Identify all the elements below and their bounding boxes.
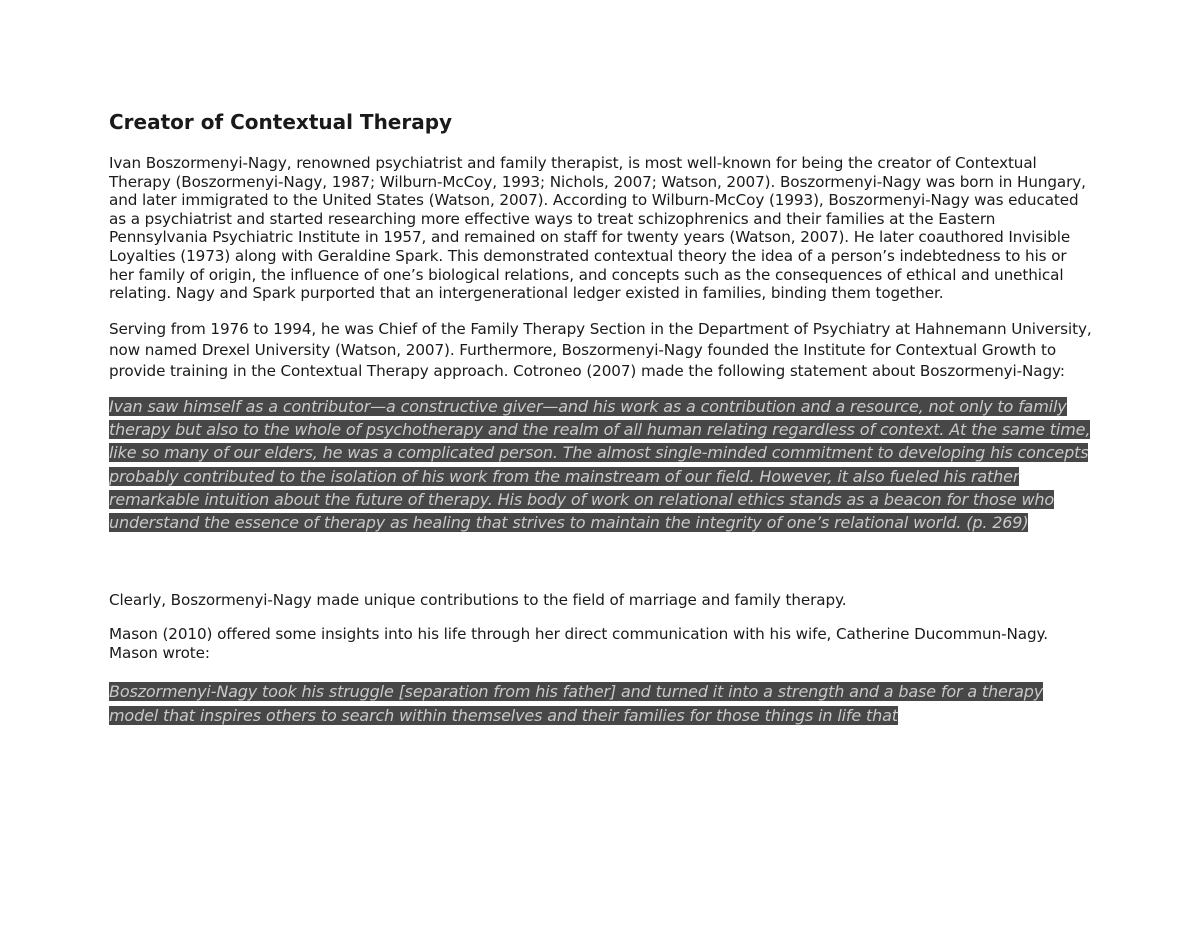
paragraph-mason: Mason (2010) offered some insights into his life through her direct communication with his wife, Catherine Ducommun-Nagy. Mason wrote: <box>109 625 1048 662</box>
spacer <box>109 535 1094 591</box>
paragraph-contributions: Clearly, Boszormenyi-Nagy made unique contributions to the field of marriage and family therapy. <box>109 590 847 609</box>
highlighted-quote-text[interactable]: Boszormenyi-Nagy took his struggle [separation from his father] and turned it into a strength and a base for a therapy model that inspires others to search within themselves and their families for those things in life that <box>109 682 1044 725</box>
block-quote-mason <box>109 680 1094 727</box>
paragraph-career: Serving from 1976 to 1994, he was Chief of the Family Therapy Section in the Department of Psychiatry at Hahnemann University, now named Drexel University (Watson, 2007). Furthermore, Boszormenyi-Nagy founded the Institute for Contextual Growth to provide training in the Contextual Therapy approach. Cotroneo (2007) made the following statement about Boszormenyi-Nagy: <box>109 319 1092 380</box>
document-page <box>109 108 1094 727</box>
paragraph-intro: Ivan Boszormenyi-Nagy, renowned psychiatrist and family therapist, is most well-known for being the creator of Contextual Therapy (Boszormenyi-Nagy, 1987; Wilburn-McCoy, 1993; Nichols, 2007; Watson, 2007). Boszormenyi-Nagy was born in Hungary, and later immigrated to the United States (Watson, 2007). According to Wilburn-McCoy (1993), Boszormenyi-Nagy was educated as a psychiatrist and started researching more effective ways to treat schizophrenics and their families at the Eastern Pennsylvania Psychiatric Institute in 1957, and remained on staff for twenty years (Watson, 2007). He later coauthored Invisible Loyalties (1973) along with Geraldine Spark. This demonstrated contextual theory the idea of a person’s indebtedness to his or her family of origin, the influence of one’s biological relations, and concepts such as the consequences of ethical and unethical relating. Nagy and Spark purported that an intergenerational ledger existed in families, binding them together. <box>109 154 1086 303</box>
section-heading: Creator of Contextual Therapy <box>109 110 453 134</box>
highlighted-quote-text[interactable]: Ivan saw himself as a contributor—a constructive giver—and his work as a contribution and a resource, not only to family therapy but also to the whole of psychotherapy and the realm of all human relating regardless of context. At the same time, like so many of our elders, he was a complicated person. The almost single-minded commitment to developing his concepts probably contributed to the isolation of his work from the mainstream of our field. However, it also fueled his rather remarkable intuition about the future of therapy. His body of work on relational ethics stands as a beacon for those who understand the essence of therapy as healing that strives to maintain the integrity of one’s relational world. (p. 269) <box>109 396 1091 533</box>
block-quote-cotroneo <box>109 395 1094 535</box>
